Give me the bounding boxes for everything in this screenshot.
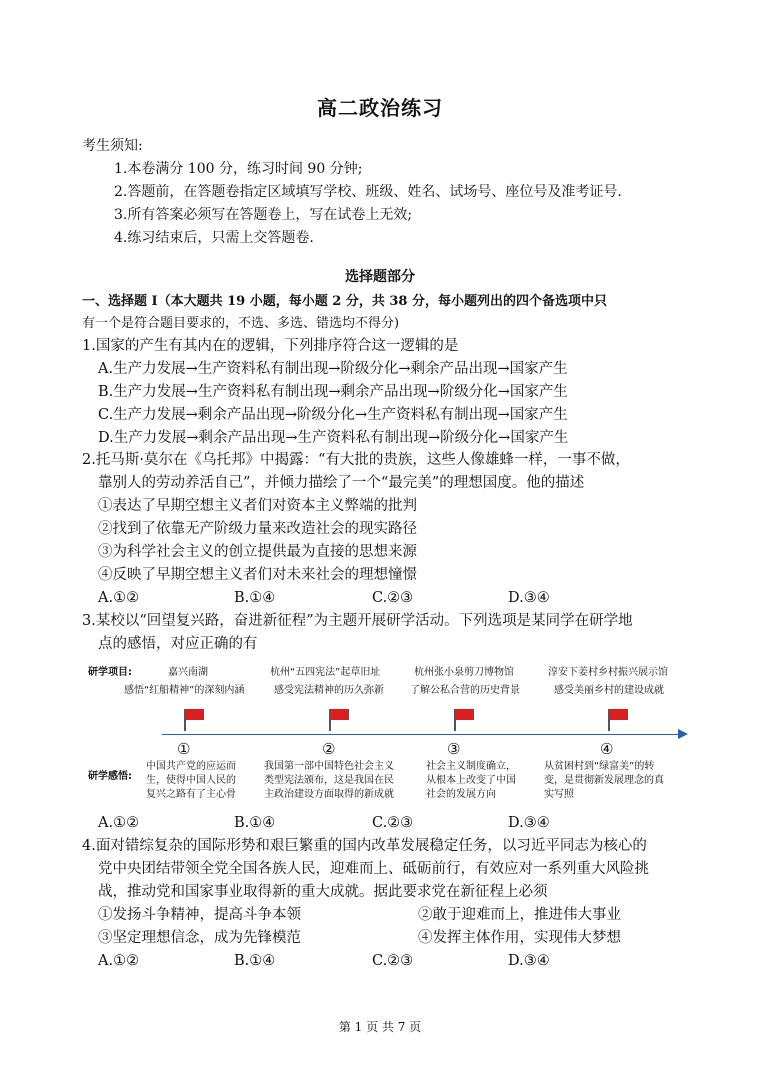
q2-statement: ③为科学社会主义的创立提供最为直接的思想来源 bbox=[98, 544, 417, 560]
q1-option: C.生产力发展→剩余产品出现→阶级分化→生产资料私有制出现→国家产生 bbox=[98, 407, 568, 423]
q4-choice-c: C.②③ bbox=[372, 953, 414, 969]
stop-note: 社会主义制度确立， bbox=[426, 761, 516, 772]
stop-place: 杭州“五四宪法”起草旧址 bbox=[270, 667, 381, 678]
page-footer: 第 1 页 共 7 页 bbox=[338, 1020, 422, 1034]
q4-choice-d: D.③④ bbox=[508, 953, 550, 969]
stop-note: 中国共产党的应运而 bbox=[146, 761, 236, 772]
q1-option: D.生产力发展→剩余产品出现→生产资料私有制出现→阶级分化→国家产生 bbox=[98, 430, 569, 446]
timeline-axis bbox=[162, 734, 684, 735]
notice-item: 4.练习结束后，只需上交答题卷. bbox=[114, 230, 314, 246]
flag-icon bbox=[608, 709, 628, 731]
q3-choice-d: D.③④ bbox=[508, 815, 550, 831]
q3-choice-b: B.①④ bbox=[234, 815, 276, 831]
stop-note: 生，使得中国人民的 bbox=[146, 775, 236, 786]
q4-statement: ④发挥主体作用，实现伟大梦想 bbox=[418, 930, 621, 946]
q2-stem: 2.托马斯·莫尔在《乌托邦》中揭露：“有大批的贵族，这些人像雄蜂一样，一事不做， bbox=[82, 452, 630, 468]
stop-number: ④ bbox=[600, 740, 614, 758]
study-timeline bbox=[84, 658, 694, 808]
stop-note: 社会的发展方向 bbox=[426, 789, 496, 800]
stop-number: ① bbox=[177, 740, 191, 758]
q3-choice-c: C.②③ bbox=[372, 815, 414, 831]
flag-icon bbox=[184, 709, 204, 731]
q4-choice-b: B.①④ bbox=[234, 953, 276, 969]
stop-place: 杭州张小泉剪刀博物馆 bbox=[414, 667, 514, 678]
stop-note: 复兴之路有了主心骨 bbox=[146, 789, 236, 800]
q2-stem-cont: 靠别人的劳动养活自己”，并倾力描绘了一个“最完美”的理想国度。他的描述 bbox=[98, 475, 585, 491]
insight-label: 研学感悟: bbox=[88, 771, 132, 782]
project-label: 研学项目: bbox=[88, 667, 132, 678]
q4-stem: 4.面对错综复杂的国际形势和艰巨繁重的国内改革发展稳定任务，以习近平同志为核心的 bbox=[82, 838, 647, 854]
stop-note: 从贫困村到“绿富美”的转 bbox=[544, 761, 655, 772]
q4-choice-a: A.①② bbox=[98, 953, 140, 969]
q2-choice-a: A.①② bbox=[98, 590, 140, 606]
stop-insight: 感受宪法精神的历久弥新 bbox=[274, 685, 384, 696]
q2-choice-d: D.③④ bbox=[508, 590, 550, 606]
stop-insight: 感受美丽乡村的建设成就 bbox=[554, 685, 664, 696]
stop-note: 实写照 bbox=[544, 789, 574, 800]
q4-stem-cont: 党中央团结带领全党全国各族人民，迎难而上、砥砺前行，有效应对一系列重大风险挑 bbox=[98, 861, 649, 877]
q1-stem: 1.国家的产生有其内在的逻辑，下列排序符合这一逻辑的是 bbox=[82, 338, 459, 354]
q2-statement: ①表达了早期空想主义者们对资本主义弊端的批判 bbox=[98, 498, 417, 514]
notice-heading: 考生须知: bbox=[82, 138, 143, 154]
q2-choice-b: B.①④ bbox=[234, 590, 276, 606]
q1-option: A.生产力发展→生产资料私有制出现→阶级分化→剩余产品出现→国家产生 bbox=[98, 361, 568, 377]
notice-item: 1.本卷满分 100 分，练习时间 90 分钟; bbox=[114, 161, 363, 177]
flag-icon bbox=[329, 709, 349, 731]
stop-note: 类型宪法颁布，这是我国在民 bbox=[264, 775, 394, 786]
flag-icon bbox=[454, 709, 474, 731]
q1-option: B.生产力发展→生产资料私有制出现→剩余产品出现→阶级分化→国家产生 bbox=[98, 384, 568, 400]
stop-note: 从根本上改变了中国 bbox=[426, 775, 516, 786]
q3-stem-cont: 点的感悟，对应正确的有 bbox=[98, 636, 258, 652]
stop-number: ③ bbox=[447, 740, 461, 758]
arrow-right-icon bbox=[678, 729, 688, 739]
q4-statement: ①发扬斗争精神，提高斗争本领 bbox=[98, 907, 301, 923]
stop-insight: 感悟“红船精神”的深刻内涵 bbox=[124, 685, 245, 696]
part-heading-cont: 有一个是符合题目要求的，不选、多选、错选均不得分) bbox=[82, 316, 400, 331]
part-heading: 一、选择题 I（本大题共 19 小题，每小题 2 分，共 38 分，每小题列出的四个备选项中只 bbox=[82, 294, 607, 309]
stop-place: 淳安下姜村乡村振兴展示馆 bbox=[548, 667, 668, 678]
section-title: 选择题部分 bbox=[345, 269, 415, 285]
stop-insight: 了解公私合营的历史背景 bbox=[410, 685, 520, 696]
q4-statement: ②敢于迎难而上，推进伟大事业 bbox=[418, 907, 621, 923]
stop-place: 嘉兴南湖 bbox=[168, 667, 208, 678]
q4-statement: ③坚定理想信念，成为先锋模范 bbox=[98, 930, 301, 946]
q2-statement: ②找到了依靠无产阶级力量来改造社会的现实路径 bbox=[98, 521, 417, 537]
notice-item: 3.所有答案必须写在答题卷上，写在试卷上无效; bbox=[114, 207, 413, 223]
q2-statement: ④反映了早期空想主义者们对未来社会的理想憧憬 bbox=[98, 567, 417, 583]
page-title: 高二政治练习 bbox=[317, 96, 443, 120]
q3-stem: 3.某校以“回望复兴路，奋进新征程”为主题开展研学活动。下列选项是某同学在研学地 bbox=[82, 613, 633, 629]
stop-note: 我国第一部中国特色社会主义 bbox=[264, 761, 394, 772]
stop-note: 变，是贯彻新发展理念的真 bbox=[544, 775, 664, 786]
q3-choice-a: A.①② bbox=[98, 815, 140, 831]
q4-stem-cont: 战，推动党和国家事业取得新的重大成就。据此要求党在新征程上必须 bbox=[98, 884, 548, 900]
q2-choice-c: C.②③ bbox=[372, 590, 414, 606]
notice-item: 2.答题前，在答题卷指定区域填写学校、班级、姓名、试场号、座位号及准考证号. bbox=[114, 184, 622, 200]
stop-note: 主政治建设方面取得的新成就 bbox=[264, 789, 394, 800]
stop-number: ② bbox=[322, 740, 336, 758]
